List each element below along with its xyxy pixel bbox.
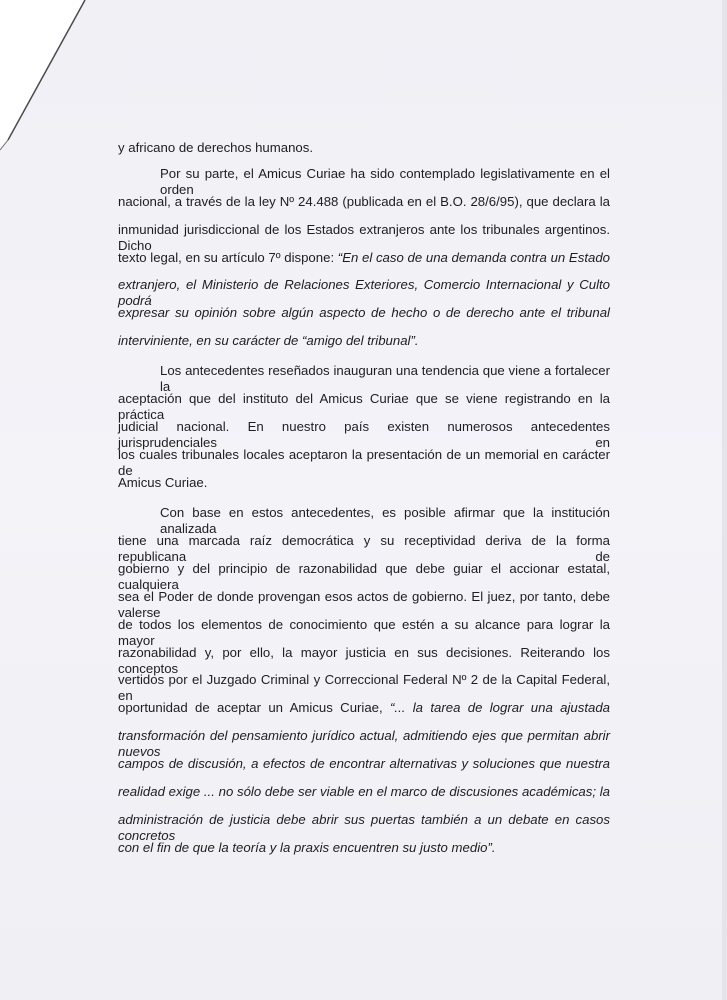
text-line: [118, 475, 610, 491]
text-segment: Los antecedentes reseñados inauguran una tendencia que viene a fortalecer la: [160, 363, 610, 394]
quoted-text: campos de discusión, a efectos de encontrar alternativas y soluciones que nuestra: [118, 756, 610, 771]
quoted-text: expresar su opinión sobre algún aspecto de hecho o de derecho ante el tribunal: [118, 305, 610, 320]
quoted-text: administración de justicia debe abrir sus puertas también a un debate en casos concretos: [118, 812, 610, 843]
text-segment: Con base en estos antecedentes, es posible afirmar que la institución analizada: [160, 505, 610, 536]
text-line: [118, 250, 610, 266]
text-line: [118, 305, 610, 321]
text-segment: sea el Poder de donde provengan esos actos de gobierno. El juez, por tanto, debe valerse: [118, 589, 610, 620]
text-line: [118, 756, 610, 772]
text-segment: nacional, a través de la ley Nº 24.488 (publicada en el B.O. 28/6/95), que declara la: [118, 194, 610, 209]
text-segment: Amicus Curiae.: [118, 475, 208, 490]
text-segment: los cuales tribunales locales aceptaron la presentación de un memorial en carácter de: [118, 447, 610, 478]
text-segment: gobierno y del principio de razonabilidad que debe guiar el accionar estatal, cualquiera: [118, 561, 610, 592]
quoted-text: “En el caso de una demanda contra un Estado: [337, 250, 610, 265]
text-segment: vertidos por el Juzgado Criminal y Correccional Federal Nº 2 de la Capital Federal, en: [118, 672, 610, 703]
text-segment: Por su parte, el Amicus Curiae ha sido contemplado legislativamente en el orden: [160, 166, 610, 197]
text-segment: texto legal, en su artículo 7º dispone:: [118, 250, 338, 265]
text-line: [118, 700, 610, 716]
text-line: [118, 333, 610, 349]
quoted-text: “... la tarea de lograr una ajustada: [390, 700, 611, 715]
quoted-text: con el fin de que la teoría y la praxis encuentren su justo medio”.: [118, 840, 496, 855]
text-segment: y africano de derechos humanos.: [118, 140, 313, 155]
text-segment: oportunidad de aceptar un Amicus Curiae,: [118, 700, 391, 715]
text-line: [118, 784, 610, 800]
text-segment: aceptación que del instituto del Amicus Curiae que se viene registrando en la práctica: [118, 391, 610, 422]
text-line: [118, 840, 610, 856]
quoted-text: realidad exige ... no sólo debe ser viable en el marco de discusiones académicas; la: [118, 784, 610, 799]
quoted-text: extranjero, el Ministerio de Relaciones Exteriores, Comercio Internacional y Culto podrá: [118, 277, 610, 308]
text-line: [118, 140, 610, 156]
quoted-text: interviniente, en su carácter de “amigo del tribunal”.: [118, 333, 419, 348]
quoted-text: transformación del pensamiento jurídico actual, admitiendo ejes que permitan abrir nuevos: [118, 728, 610, 759]
text-segment: tiene una marcada raíz democrática y su receptividad deriva de la forma republicana de: [118, 533, 610, 564]
text-segment: de todos los elementos de conocimiento que estén a su alcance para lograr la mayor: [118, 617, 610, 648]
text-line: [118, 194, 610, 210]
text-segment: razonabilidad y, por ello, la mayor justicia en sus decisiones. Reiterando los conceptos: [118, 645, 610, 676]
text-segment: inmunidad jurisdiccional de los Estados extranjeros ante los tribunales argentinos. Dicho: [118, 222, 610, 253]
text-segment: judicial nacional. En nuestro país existen numerosos antecedentes jurisprudenciales en: [118, 419, 610, 450]
